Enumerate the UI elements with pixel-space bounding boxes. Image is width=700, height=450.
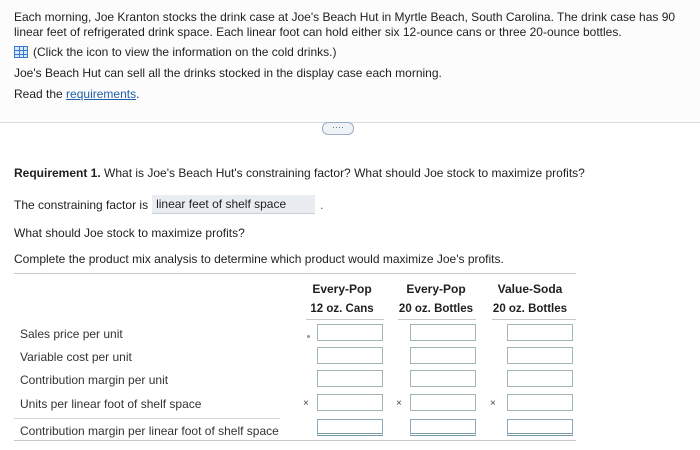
- row-label-units-per-foot: Units per linear foot of shelf space: [20, 397, 202, 411]
- requirements-link[interactable]: requirements: [66, 87, 137, 101]
- row-label-sales-price: Sales price per unit: [20, 327, 123, 341]
- table-top-divider: [14, 273, 576, 274]
- column-rule-2: [398, 319, 476, 320]
- cursor-dot: [307, 335, 310, 338]
- multiply-symbol-col2: ×: [396, 398, 402, 409]
- requirement-text: What is Joe's Beach Hut's constraining factor? What should Joe stock to maximize profits?: [100, 166, 585, 180]
- row-label-contribution-margin: Contribution margin per unit: [20, 373, 169, 387]
- read-requirements-line: [14, 87, 139, 101]
- column-subheader-20oz-bottles: 20 oz. Bottles: [398, 303, 474, 315]
- read-suffix: .: [136, 87, 140, 101]
- expand-more-button[interactable]: ····: [322, 122, 354, 135]
- input-valuesoda-cm-per-foot[interactable]: [507, 419, 573, 436]
- column-rule-1: [306, 319, 384, 320]
- input-cans-sales-price[interactable]: [317, 324, 383, 341]
- input-cans-contribution-margin[interactable]: [317, 370, 383, 387]
- column-subheader-value-soda-bottles: 20 oz. Bottles: [492, 303, 568, 315]
- table-bottom-divider: [14, 440, 576, 441]
- stock-question: What should Joe stock to maximize profits?: [14, 226, 245, 240]
- column-subheader-12oz-cans: 12 oz. Cans: [310, 303, 374, 315]
- multiply-symbol-col1: ×: [303, 398, 309, 409]
- problem-statement-panel: [0, 0, 700, 123]
- cold-drinks-info-link[interactable]: (Click the icon to view the information on the cold drinks.): [33, 45, 337, 59]
- sell-all-text: Joe's Beach Hut can sell all the drinks stocked in the display case each morning.: [14, 66, 442, 80]
- input-bottles-cm-per-foot[interactable]: [410, 419, 476, 436]
- product-mix-instruction: Complete the product mix analysis to determine which product would maximize Joe's profits.: [14, 252, 504, 266]
- column-header-every-pop-bottles: Every-Pop: [406, 282, 466, 296]
- data-table-icon[interactable]: [14, 46, 28, 58]
- requirement-1-question: [14, 166, 585, 180]
- input-bottles-contribution-margin[interactable]: [410, 370, 476, 387]
- column-header-every-pop-cans: Every-Pop: [312, 282, 372, 296]
- column-header-value-soda: Value-Soda: [497, 282, 563, 296]
- input-cans-variable-cost[interactable]: [317, 347, 383, 364]
- input-valuesoda-variable-cost[interactable]: [507, 347, 573, 364]
- constraint-prefix: The constraining factor is: [14, 197, 149, 212]
- column-rule-3: [492, 319, 576, 320]
- problem-intro-text: Each morning, Joe Kranton stocks the drink case at Joe's Beach Hut in Myrtle Beach, South Carolina. The drink case has 90 linear feet of refrigerated drink space. Each linear foot can hold either six 12-ounce cans or three 20-ounce bottles.: [14, 10, 676, 39]
- row-label-cm-per-foot: Contribution margin per linear foot of shelf space: [20, 424, 279, 438]
- input-bottles-sales-price[interactable]: [410, 324, 476, 341]
- constraint-suffix: .: [320, 197, 324, 212]
- constraint-answer-row: [14, 195, 323, 214]
- read-prefix: Read the: [14, 87, 67, 101]
- input-cans-units-per-foot[interactable]: [317, 394, 383, 411]
- cold-drinks-info-row[interactable]: [14, 45, 336, 59]
- input-bottles-variable-cost[interactable]: [410, 347, 476, 364]
- constraining-factor-dropdown[interactable]: linear feet of shelf space: [152, 195, 315, 214]
- requirement-label: Requirement 1.: [14, 166, 101, 180]
- row-separator: [14, 418, 280, 419]
- input-bottles-units-per-foot[interactable]: [410, 394, 476, 411]
- input-valuesoda-units-per-foot[interactable]: [507, 394, 573, 411]
- input-valuesoda-contribution-margin[interactable]: [507, 370, 573, 387]
- input-valuesoda-sales-price[interactable]: [507, 324, 573, 341]
- multiply-symbol-col3: ×: [490, 398, 496, 409]
- input-cans-cm-per-foot[interactable]: [317, 419, 383, 436]
- row-label-variable-cost: Variable cost per unit: [20, 350, 132, 364]
